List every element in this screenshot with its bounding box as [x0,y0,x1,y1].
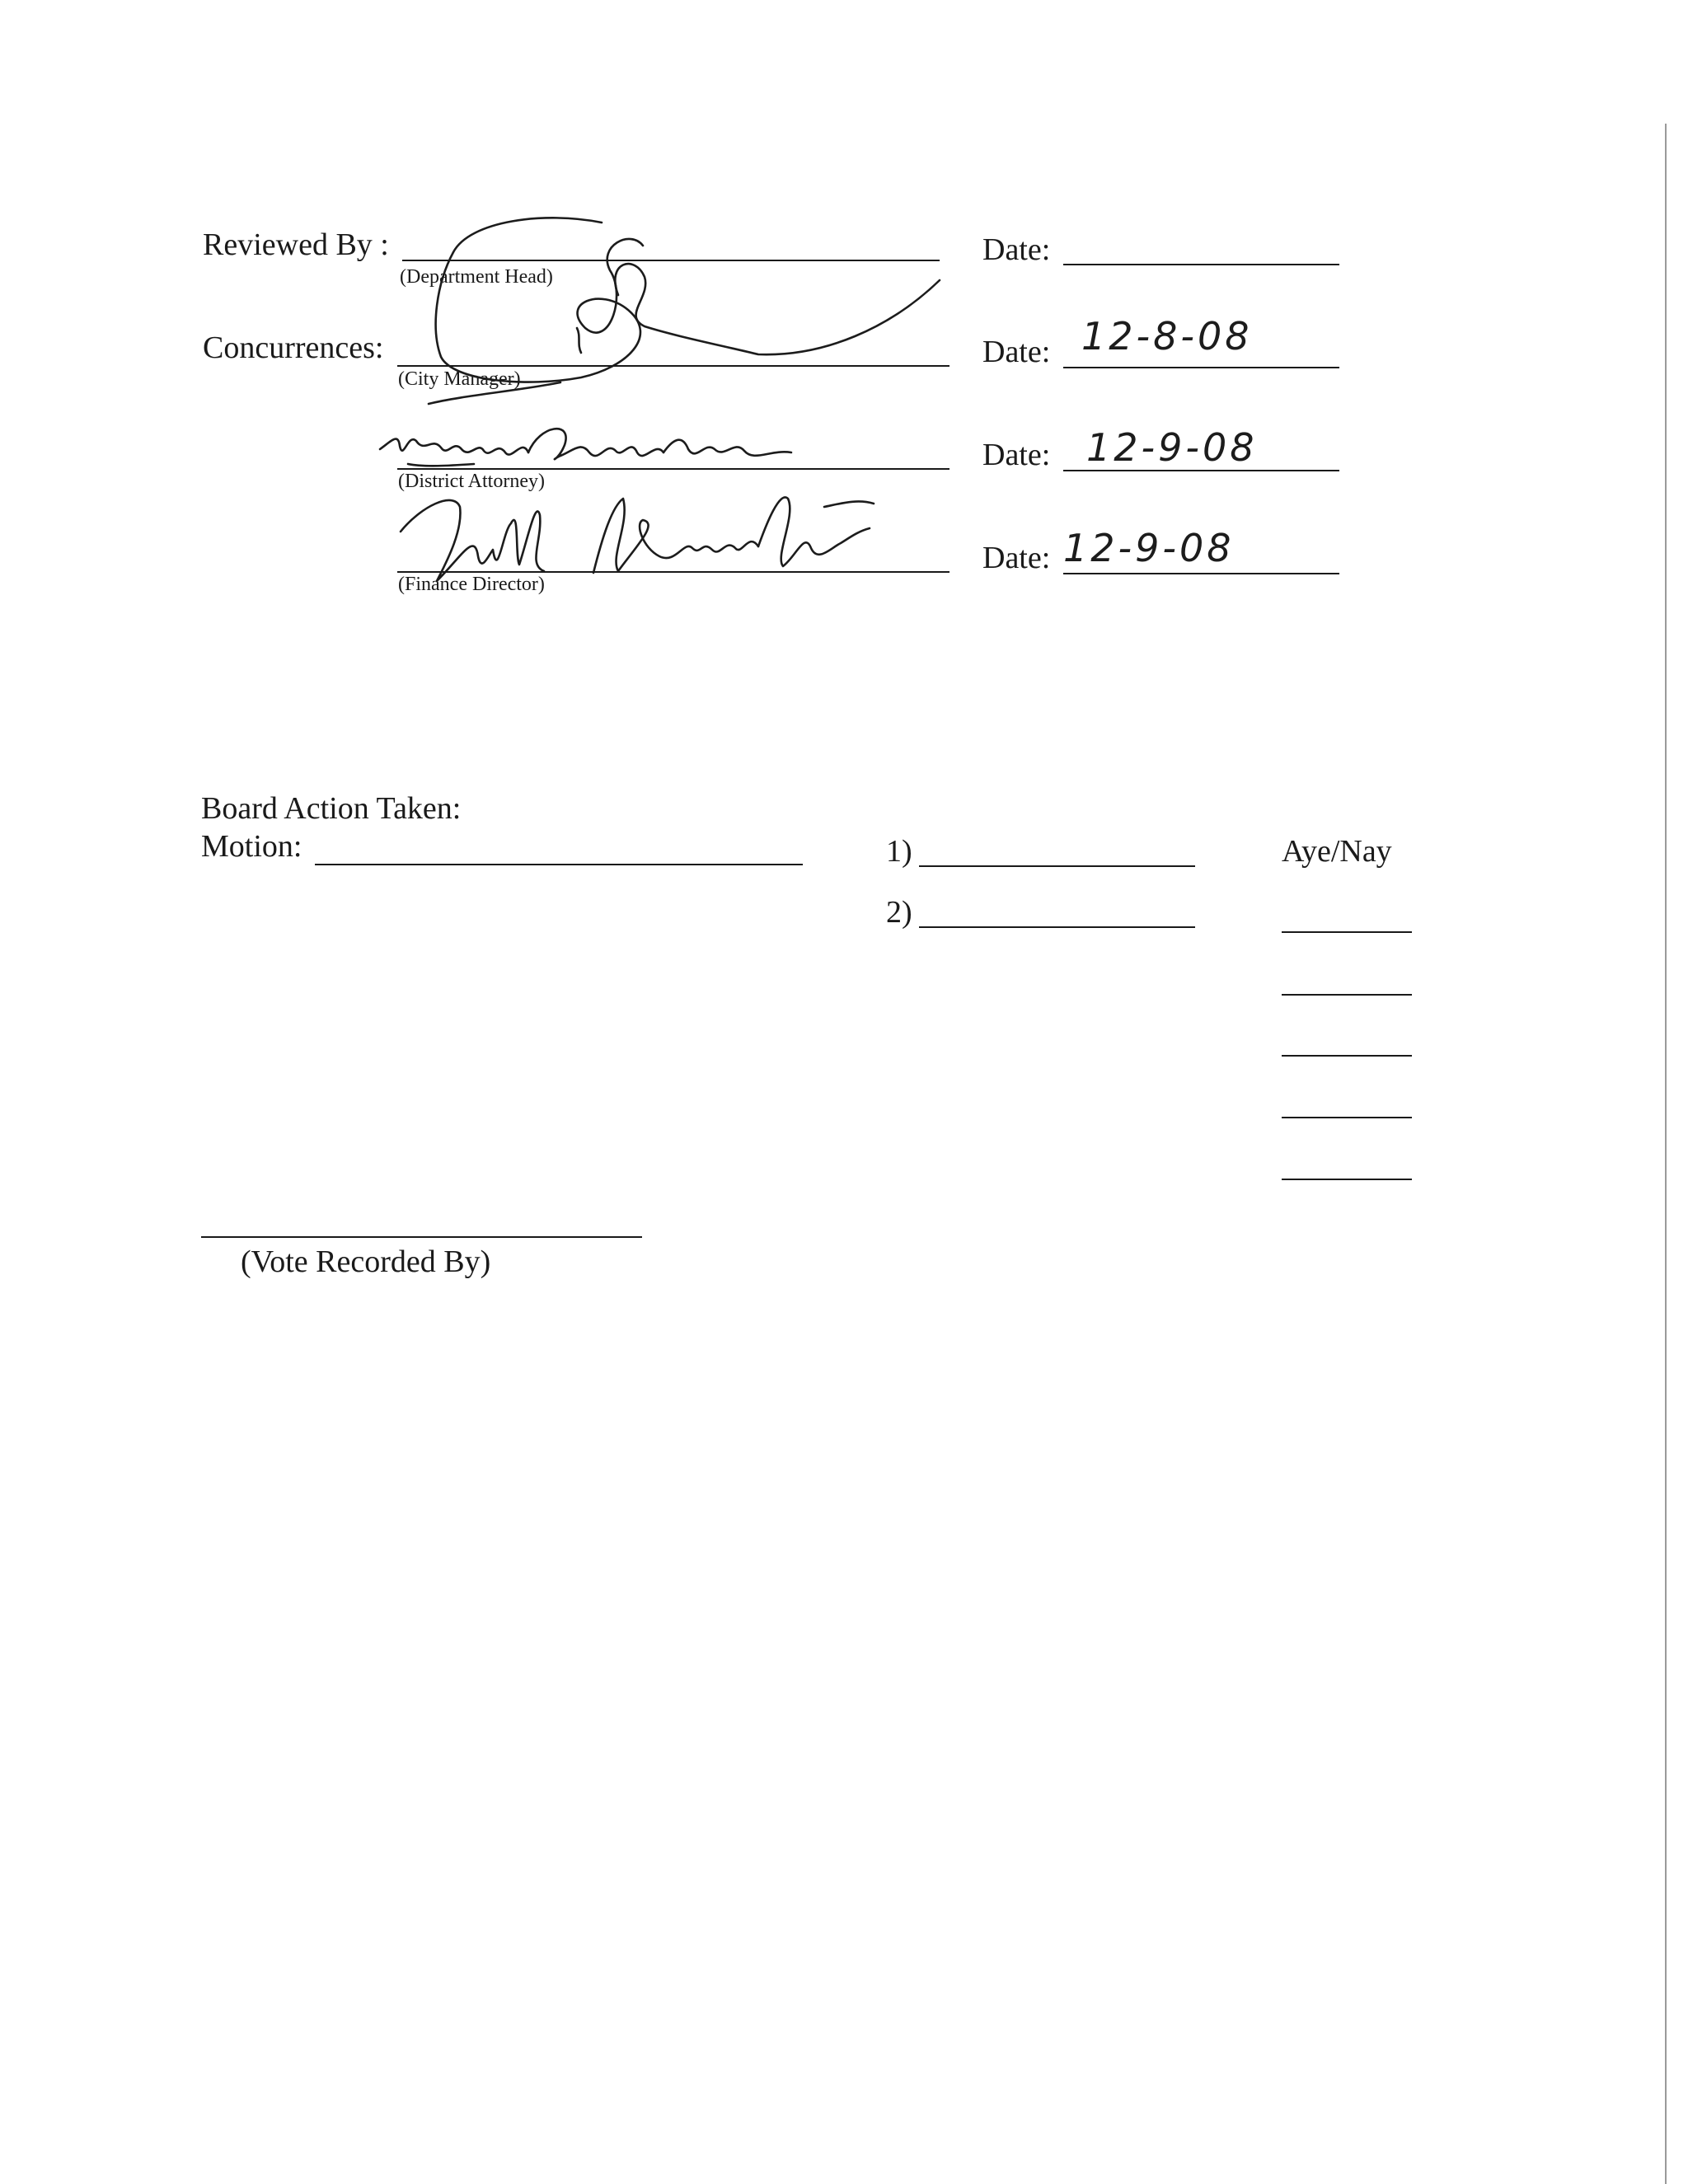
reviewed-by-label: Reviewed By : [203,227,389,262]
finance-director-signature [396,474,907,598]
finance-director-date-line[interactable] [1063,573,1339,574]
district-attorney-date-label: Date: [982,438,1051,472]
motion-line[interactable] [315,864,803,865]
city-manager-caption: (City Manager) [398,368,521,390]
concurrences-label: Concurrences: [203,330,384,365]
city-manager-date-line[interactable] [1063,367,1339,368]
department-head-date-line[interactable] [1063,264,1339,265]
vote-1-line[interactable] [919,865,1195,867]
vote-2-line[interactable] [919,926,1195,928]
district-attorney-date-value: 12-9-08 [1086,425,1258,470]
aye-nay-label: Aye/Nay [1282,834,1392,869]
scan-edge-line [1665,124,1667,2184]
department-head-date-label: Date: [982,232,1051,267]
board-action-heading: Board Action Taken: [201,791,462,826]
aye-nay-line[interactable] [1282,1055,1412,1057]
vote-recorded-by-line[interactable] [201,1236,642,1238]
city-manager-signature [412,213,956,402]
aye-nay-line[interactable] [1282,1117,1412,1118]
vote-2-label: 2) [886,895,912,930]
finance-director-date-value: 12-9-08 [1063,526,1235,570]
aye-nay-line[interactable] [1282,931,1412,933]
vote-1-label: 1) [886,834,912,869]
aye-nay-line[interactable] [1282,994,1412,996]
district-attorney-date-line[interactable] [1063,470,1339,471]
vote-recorded-by-caption: (Vote Recorded By) [241,1244,491,1279]
city-manager-date-value: 12-8-08 [1081,314,1253,359]
city-manager-date-label: Date: [982,335,1051,369]
district-attorney-signature [375,416,804,482]
finance-director-date-label: Date: [982,541,1051,575]
department-head-caption: (Department Head) [400,266,553,288]
district-attorney-caption: (District Attorney) [398,471,545,492]
aye-nay-line[interactable] [1282,1179,1412,1180]
finance-director-caption: (Finance Director) [398,574,545,595]
motion-label: Motion: [201,829,302,864]
